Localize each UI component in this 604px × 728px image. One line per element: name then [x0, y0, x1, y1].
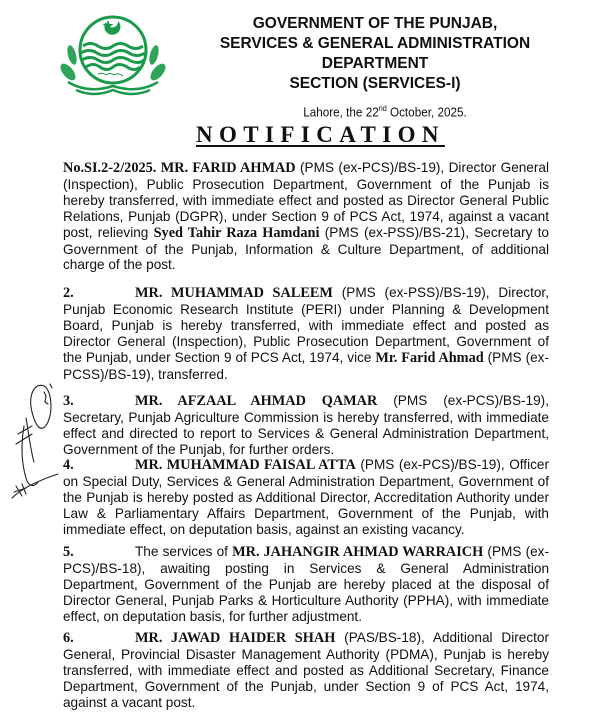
date-suffix-sup: nd [378, 104, 387, 113]
header-department: SERVICES & GENERAL ADMINISTRATION [219, 35, 531, 52]
paragraph-text: (PMS (ex-PSS)/BS-19), Director, Punjab Economic Research Institute (PERI) under Planning & Development Board, Punjab is hereby transferred, with immediate effect and posted as Director General (Inspection), Public Prosecution Department, Government of the Punjab, under Section 9 of PCS Act, 1974, vice [63, 285, 549, 365]
notification-paragraph [63, 393, 549, 458]
paragraph-number: 3. [63, 393, 74, 409]
officer-name: MR. FARID AHMAD [160, 160, 296, 176]
date-suffix: October, 2025. [386, 104, 467, 120]
officer-name: MR. AFZAAL AHMAD QAMAR [135, 393, 378, 409]
officer-name: MR. JAHANGIR AHMAD WARRAICH [232, 544, 484, 560]
paragraph-text: (PAS/BS-18), Additional Director General, Provincial Disaster Management Authority (PDMA), Punjab is hereby transferred, with immediate effect and posted as Additional Secretary, Finance Department, Government of the Punjab, under Section 9 of PCS Act, 1974, against a vacant post. [63, 630, 549, 710]
notification-paragraph [63, 544, 549, 625]
notification-paragraph [63, 630, 549, 711]
paragraph-text: (PMS (ex-PCSS)/BS-19), transferred. [63, 349, 549, 382]
paragraph-text: (PMS (ex-PCS)/BS-18), awaiting posting in Services & General Administration Department, Government of the Punjab are hereby placed at the disposal of Director General, Punjab Parks & Horticulture Authority (PPHA), with immediate effect, on deputation basis, for further adjustment. [63, 544, 550, 624]
date-prefix: Lahore, the 22 [303, 104, 379, 120]
header-section: SECTION (SERVICES-I) [289, 75, 461, 92]
paragraph-text: (PMS (ex-PCS)/BS-19), Director General (Inspection), Public Prosecution Department, Government of the Punjab is hereby transferred, with immediate effect and posted as Director General Public Relations, Punjab (DGPR), under Section 9 of PCS Act, 1974, against a vacant post, relieving [63, 160, 549, 240]
notification-title: NOTIFICATION [196, 122, 445, 147]
dateline [255, 104, 516, 119]
officer-name-secondary: Syed Tahir Raza Hamdani [153, 224, 320, 241]
officer-name: MR. MUHAMMAD FAISAL ATTA [135, 457, 356, 473]
paragraph-number: 2. [63, 285, 74, 301]
paragraph-text: (PMS (ex-PSS)/BS-21), Secretary to Government of the Punjab, Information & Culture Department, of additional charge of the post. [63, 224, 549, 273]
punjab-government-emblem-icon [58, 10, 168, 102]
notification-paragraph [63, 285, 549, 382]
officer-name: MR. MUHAMMAD SALEEM [135, 285, 333, 301]
paragraph-text: (PMS (ex-PCS)/BS-19), Officer on Special Duty, Services & General Administration Department, Government of the Punjab is hereby posted as Additional Director, Accreditation Authority under Law & Parliamentary Affairs Department, Government of the Punjab, with immediate effect, on deputation basis, against an existing vacancy. [63, 457, 549, 537]
document-header [200, 14, 550, 94]
header-department-cont: DEPARTMENT [321, 55, 429, 72]
paragraph-number: 6. [63, 630, 74, 646]
reference-number: No.SI.2-2/2025. [63, 160, 157, 176]
officer-name: MR. JAWAD HAIDER SHAH [135, 630, 336, 646]
paragraph-number: 5. [63, 544, 74, 560]
notification-paragraph [63, 160, 549, 273]
notification-paragraph [63, 457, 549, 538]
handwritten-signature-icon [4, 378, 60, 502]
paragraph-number: 4. [63, 457, 74, 473]
header-government: GOVERNMENT OF THE PUNJAB, [252, 15, 498, 32]
officer-name-secondary: Mr. Farid Ahmad [375, 349, 484, 366]
paragraph-text: (PMS (ex-PCS)/BS-19), Secretary, Punjab Agriculture Commission is hereby transferred, with immediate effect and directed to report to Services & General Administration Department, Government of the Punjab, for further orders. [63, 393, 549, 457]
paragraph-text: The services of [135, 544, 233, 559]
